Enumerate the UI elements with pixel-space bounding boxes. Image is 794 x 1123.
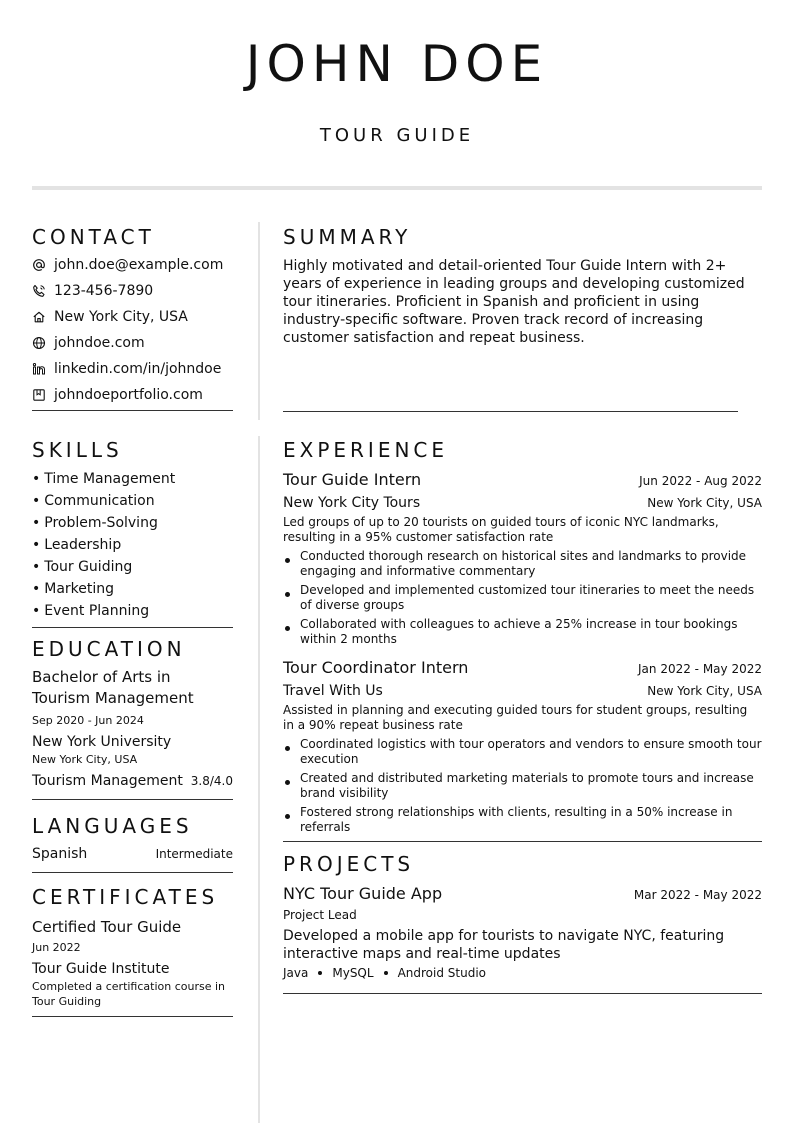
- home-icon: [32, 310, 46, 324]
- experience-section: [283, 438, 762, 839]
- skill-item: • Communication: [32, 490, 233, 512]
- summary-divider: [283, 411, 738, 412]
- header-divider: [32, 186, 762, 190]
- tech-item: Android Studio: [397, 966, 486, 980]
- experience-divider: [283, 841, 762, 842]
- project-tech-list: [283, 965, 762, 981]
- contact-email[interactable]: [32, 252, 233, 278]
- at-icon: [32, 258, 46, 272]
- language-name: Spanish: [32, 846, 88, 862]
- job-dates: Jun 2022 - Aug 2022: [639, 474, 762, 488]
- contact-divider: [32, 410, 233, 411]
- certificates-heading: CERTIFICATES: [32, 885, 219, 909]
- certificate-name: Certified Tour Guide: [32, 918, 182, 936]
- projects-heading: PROJECTS: [283, 852, 415, 876]
- job-location: New York City, USA: [647, 684, 762, 698]
- job-location: New York City, USA: [647, 496, 762, 510]
- job-bullet: Conducted thorough research on historical sites and landmarks to provide engaging and informative commentary: [283, 549, 762, 579]
- skills-section: [32, 438, 233, 628]
- phone-icon: [32, 284, 46, 298]
- skill-item: • Time Management: [32, 468, 233, 490]
- projects-divider: [283, 993, 762, 994]
- certificates-divider: [32, 1016, 233, 1017]
- certificate-issuer: Tour Guide Institute: [32, 961, 170, 977]
- contact-email-text: john.doe@example.com: [54, 257, 224, 273]
- education-location: New York City, USA: [32, 753, 138, 766]
- certificate-description: Completed a certification course in Tour Guiding: [32, 980, 226, 1008]
- job-bullets: [283, 549, 762, 647]
- job-bullet: Collaborated with colleagues to achieve a 25% increase in tour bookings within 2 months: [283, 617, 762, 647]
- skills-divider: [32, 627, 233, 628]
- experience-heading: EXPERIENCE: [283, 438, 449, 462]
- education-school: New York University: [32, 734, 172, 750]
- skill-item: • Tour Guiding: [32, 556, 233, 578]
- job-bullet: Created and distributed marketing materials to promote tours and increase brand visibility: [283, 771, 762, 801]
- skill-item: • Event Planning: [32, 600, 233, 622]
- project-dates: Mar 2022 - May 2022: [633, 888, 762, 902]
- skills-heading: SKILLS: [32, 438, 123, 462]
- project-name: NYC Tour Guide App: [283, 884, 443, 903]
- column-divider-bottom: [258, 436, 260, 1123]
- languages-divider: [32, 872, 233, 873]
- education-gpa: 3.8/4.0: [190, 774, 233, 788]
- education-degree: Bachelor of Arts in Tourism Management: [32, 668, 194, 707]
- portfolio-icon: [32, 388, 46, 402]
- contact-heading: CONTACT: [32, 225, 155, 249]
- contact-location-text: New York City, USA: [54, 309, 188, 325]
- project-description: Developed a mobile app for tourists to navigate NYC, featuring interactive maps and real-time updates: [283, 928, 725, 962]
- skill-item: • Problem-Solving: [32, 512, 233, 534]
- separator-dot: [318, 971, 322, 975]
- summary-heading: SUMMARY: [283, 225, 412, 249]
- job-title: Tour Guide Intern: [283, 470, 422, 489]
- job-summary: Assisted in planning and executing guided tours for student groups, resulting in a 90% repeat business rate: [283, 703, 748, 732]
- job-entry: [283, 657, 762, 835]
- language-level: Intermediate: [155, 847, 233, 861]
- contact-section: [32, 225, 233, 411]
- job-title: TOUR GUIDE: [319, 125, 475, 146]
- contact-phone-text: 123-456-7890: [54, 283, 154, 299]
- contact-phone[interactable]: [32, 278, 233, 304]
- contact-linkedin[interactable]: [32, 356, 233, 382]
- skill-item: • Leadership: [32, 534, 233, 556]
- contact-location: [32, 304, 233, 330]
- job-bullets: [283, 737, 762, 835]
- language-row: [32, 844, 233, 864]
- column-divider-top: [258, 222, 260, 420]
- contact-portfolio[interactable]: [32, 382, 233, 408]
- projects-section: [283, 852, 762, 981]
- contact-website-text: johndoe.com: [54, 335, 145, 351]
- education-heading: EDUCATION: [32, 637, 186, 661]
- tech-item: Java: [283, 966, 309, 980]
- education-dates: Sep 2020 - Jun 2024: [32, 714, 144, 727]
- summary-text: Highly motivated and detail-oriented Tour Guide Intern with 2+ years of experience in leading groups and developing customized tour itineraries. Proficient in Spanish and proficient in using industry-specific software. Proven track record of increasing customer satisfaction and repeat business.: [283, 258, 745, 346]
- separator-dot: [384, 971, 388, 975]
- candidate-name: JOHN DOE: [245, 35, 549, 93]
- languages-section: [32, 814, 233, 873]
- job-dates: Jan 2022 - May 2022: [638, 662, 762, 676]
- linkedin-icon: [32, 362, 46, 376]
- globe-icon: [32, 336, 46, 350]
- certificate-date: Jun 2022: [32, 941, 81, 954]
- contact-portfolio-text: johndoeportfolio.com: [54, 387, 203, 403]
- contact-website[interactable]: [32, 330, 233, 356]
- job-entry: [283, 469, 762, 647]
- job-company: Travel With Us: [283, 683, 383, 699]
- job-bullet: Fostered strong relationships with clients, resulting in a 50% increase in referrals: [283, 805, 762, 835]
- summary-section: [283, 225, 762, 347]
- job-bullet: Coordinated logistics with tour operators and vendors to ensure smooth tour execution: [283, 737, 762, 767]
- job-bullet: Developed and implemented customized tour itineraries to meet the needs of diverse groups: [283, 583, 762, 613]
- project-role: Project Lead: [283, 908, 357, 922]
- education-divider: [32, 799, 233, 800]
- languages-heading: LANGUAGES: [32, 814, 193, 838]
- education-major: Tourism Management: [32, 773, 183, 789]
- job-company: New York City Tours: [283, 495, 421, 511]
- job-summary: Led groups of up to 20 tourists on guided tours of iconic NYC landmarks, resulting in a 95% customer satisfaction rate: [283, 515, 719, 544]
- education-section: [32, 637, 233, 800]
- tech-item: MySQL: [332, 966, 374, 980]
- certificates-section: [32, 885, 233, 1017]
- skill-item: • Marketing: [32, 578, 233, 600]
- contact-linkedin-text: linkedin.com/in/johndoe: [54, 361, 222, 377]
- job-title: Tour Coordinator Intern: [283, 658, 469, 677]
